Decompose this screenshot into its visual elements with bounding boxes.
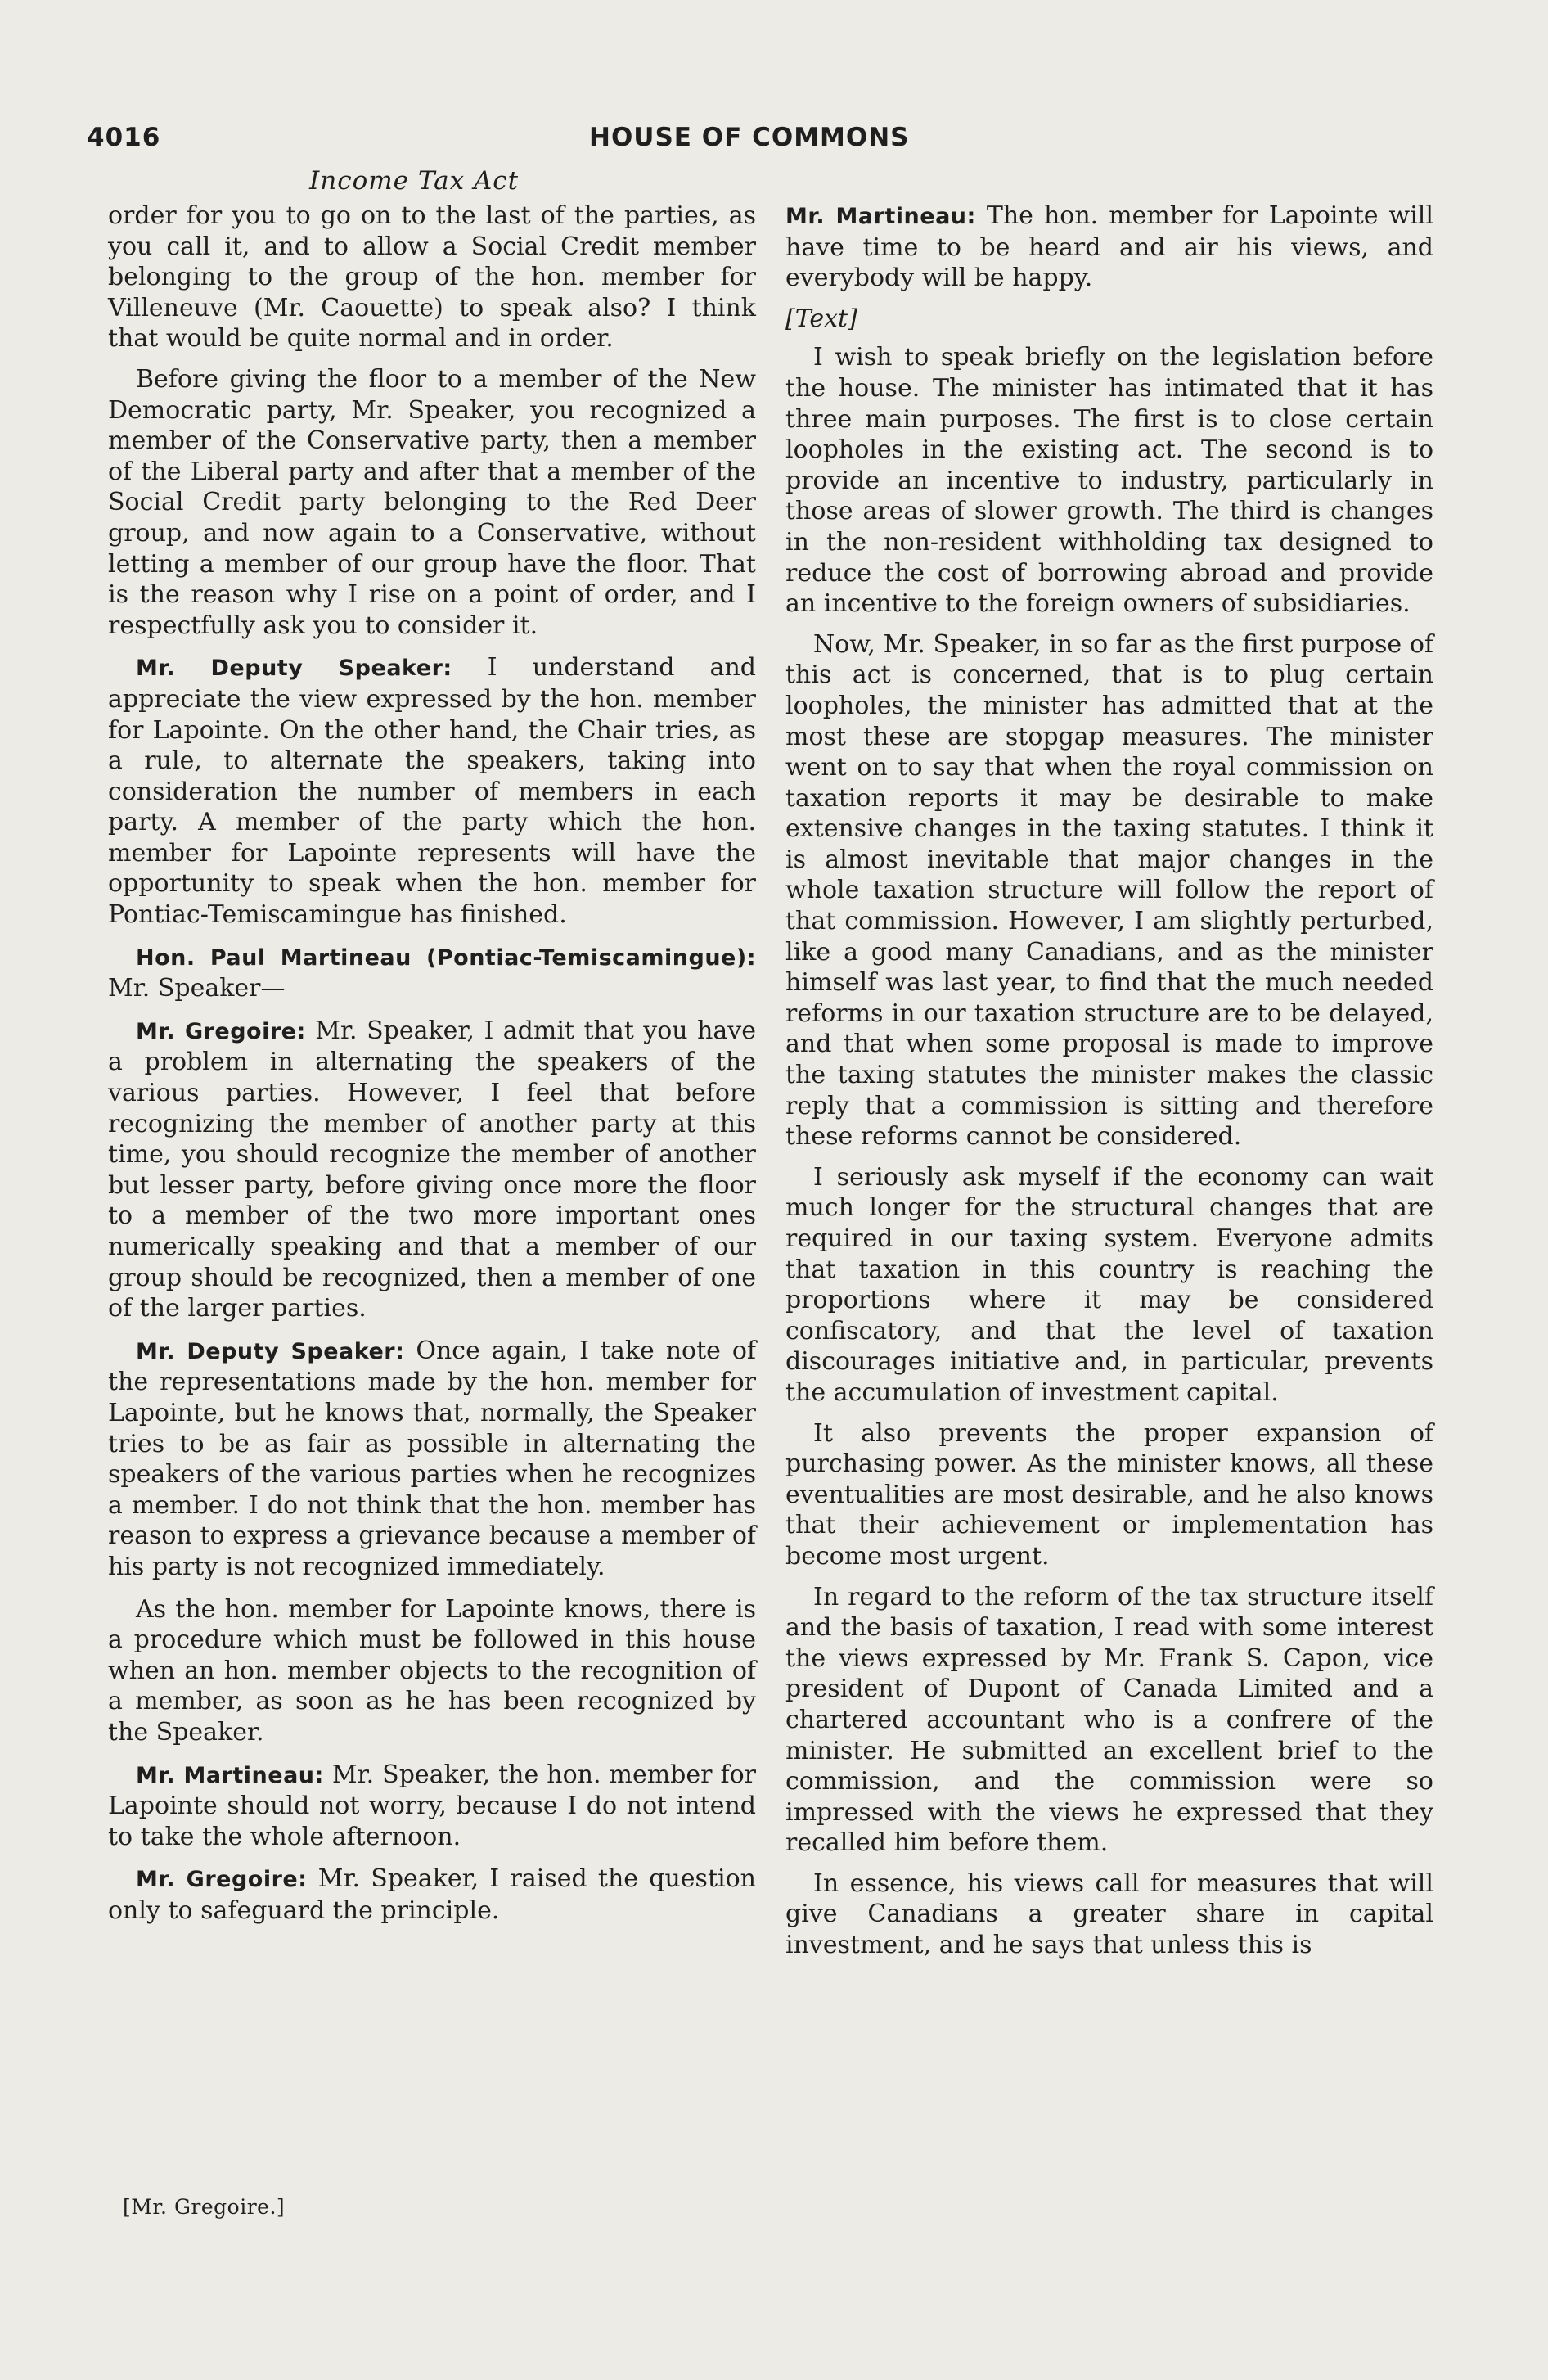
footer-speaker-note: [Mr. Gregoire.] <box>123 2195 286 2219</box>
speech-text: Mr. Speaker, I admit that you have a problem in alternating the speakers of the various parties. However, I feel that before recognizing the member of another party at this time, you should recognize the member of another but lesser party, before giving once more the floor to a member of the two more important ones numerically speaking and that a member of our group should be recognized, then a member of one of the larger parties. <box>108 1016 756 1323</box>
speech-text: I understand and appreciate the view expressed by the hon. member for Lapointe. On the other hand, the Chair tries, as a rule, to alternate the speakers, taking into consideration the number of members in each party. A member of the party which the hon. member for Lapointe represents will have the opportunity to speak when the hon. member for Pontiac-Temiscamingue has finished. <box>108 653 756 930</box>
paragraph: In regard to the reform of the tax structure itself and the basis of taxation, I read with some interest the views expressed by Mr. Frank S. Capon, vice president of Dupont of Canada Limited and a chartered accountant who is a confrere of the minister. He submitted an excellent brief to the commission, and the commission were so impressed with the views he expressed that they recalled him before them. <box>785 1582 1433 1858</box>
speaker-name: Hon. Paul Martineau (Pontiac-Temiscamingue): <box>136 944 756 971</box>
subject-heading: Income Tax Act <box>309 166 520 196</box>
speaker-name: Mr. Deputy Speaker: <box>136 656 452 682</box>
paragraph: I wish to speak briefly on the legislation before the house. The minister has intimated that it has three main purposes. The first is to close certain loopholes in the existing act. The second is to provide an incentive to industry, particularly in those areas of slower growth. The third is changes in the non-resident withholding tax designed to reduce the cost of borrowing abroad and provide an incentive to the foreign owners of subsidiaries. <box>785 343 1433 619</box>
speech-text: Once again, I take note of the representations made by the hon. member for Lapointe, but he knows that, normally, the Speaker tries to be as fair as possible in alternating the speakers of the various parties when he recognizes a member. I do not think that the hon. member has reason to express a grievance because a member of his party is not recognized immediately. <box>108 1336 756 1581</box>
paragraph: As the hon. member for Lapointe knows, there is a procedure which must be followed in this house when an hon. member objects to the recognition of a member, as soon as he has been recognized by the Speaker. <box>108 1594 756 1747</box>
speaker-name: Mr. Gregoire: <box>136 1018 306 1044</box>
paragraph: I seriously ask myself if the economy can wait much longer for the structural changes that are required in our taxing system. Everyone admits that taxation in this country is reaching the proportions where it may be considered confiscatory, and that the level of taxation discourages initiative and, in particular, prevents the accumulation of investment capital. <box>785 1162 1433 1407</box>
speech-paragraph <box>108 1336 756 1583</box>
speaker-name: Mr. Deputy Speaker: <box>136 1338 405 1364</box>
left-column <box>108 201 756 1936</box>
paragraph: It also prevents the proper expansion of purchasing power. As the minister knows, all these eventualities are most desirable, and he also knows that their achievement or implementation has become most urgent. <box>785 1418 1433 1571</box>
speech-text: Mr. Speaker— <box>108 974 286 1003</box>
language-tag: [Text] <box>785 304 857 333</box>
paragraph: In essence, his views call for measures that will give Canadians a greater share in capital investment, and he says that unless this is <box>785 1868 1433 1960</box>
speech-paragraph <box>785 201 1433 294</box>
speech-paragraph <box>108 1016 756 1324</box>
running-head: HOUSE OF COMMONS <box>589 123 910 152</box>
speech-paragraph <box>108 1760 756 1853</box>
speech-text: The hon. member for Lapointe will have time to be heard and air his views, and everybody will be happy. <box>785 201 1433 293</box>
speech-paragraph <box>108 1864 756 1926</box>
speech-text: Mr. Speaker, I raised the question only to safeguard the principle. <box>108 1864 756 1925</box>
right-column <box>785 201 1433 1971</box>
speech-paragraph <box>108 652 756 930</box>
speech-paragraph <box>108 942 756 1004</box>
paragraph: order for you to go on to the last of the parties, as you call it, and to allow a Social Credit member belonging to the group of the hon. member for Villeneuve (Mr. Caouette) to speak also? I think that would be quite normal and in order. <box>108 201 756 354</box>
speaker-name: Mr. Gregoire: <box>136 1867 308 1893</box>
speaker-name: Mr. Martineau: <box>785 204 976 229</box>
page-number: 4016 <box>87 123 161 152</box>
paragraph: Before giving the floor to a member of the New Democratic party, Mr. Speaker, you recognized a member of the Conservative party, then a member of the Liberal party and after that a member of the Social Credit party belonging to the Red Deer group, and now again to a Conservative, without letting a member of our group have the floor. That is the reason why I rise on a point of order, and I respectfully ask you to consider it. <box>108 364 756 640</box>
speech-text: Mr. Speaker, the hon. member for Lapointe should not worry, because I do not intend to take the whole afternoon. <box>108 1760 757 1851</box>
paragraph: Now, Mr. Speaker, in so far as the first purpose of this act is concerned, that is to plug certain loopholes, the minister has admitted that at the most these are stopgap measures. The minister went on to say that when the royal commission on taxation reports it may be desirable to make extensive changes in the taxing statutes. I think it is almost inevitable that major changes in the whole taxation structure will follow the report of that commission. However, I am slightly perturbed, like a good many Canadians, and as the minister himself was last year, to find that the much needed reforms in our taxation structure are to be delayed, and that when some proposal is made to improve the taxing statutes the minister makes the classic reply that a commission is sitting and therefore these reforms cannot be considered. <box>785 629 1433 1152</box>
speaker-name: Mr. Martineau: <box>136 1762 324 1788</box>
